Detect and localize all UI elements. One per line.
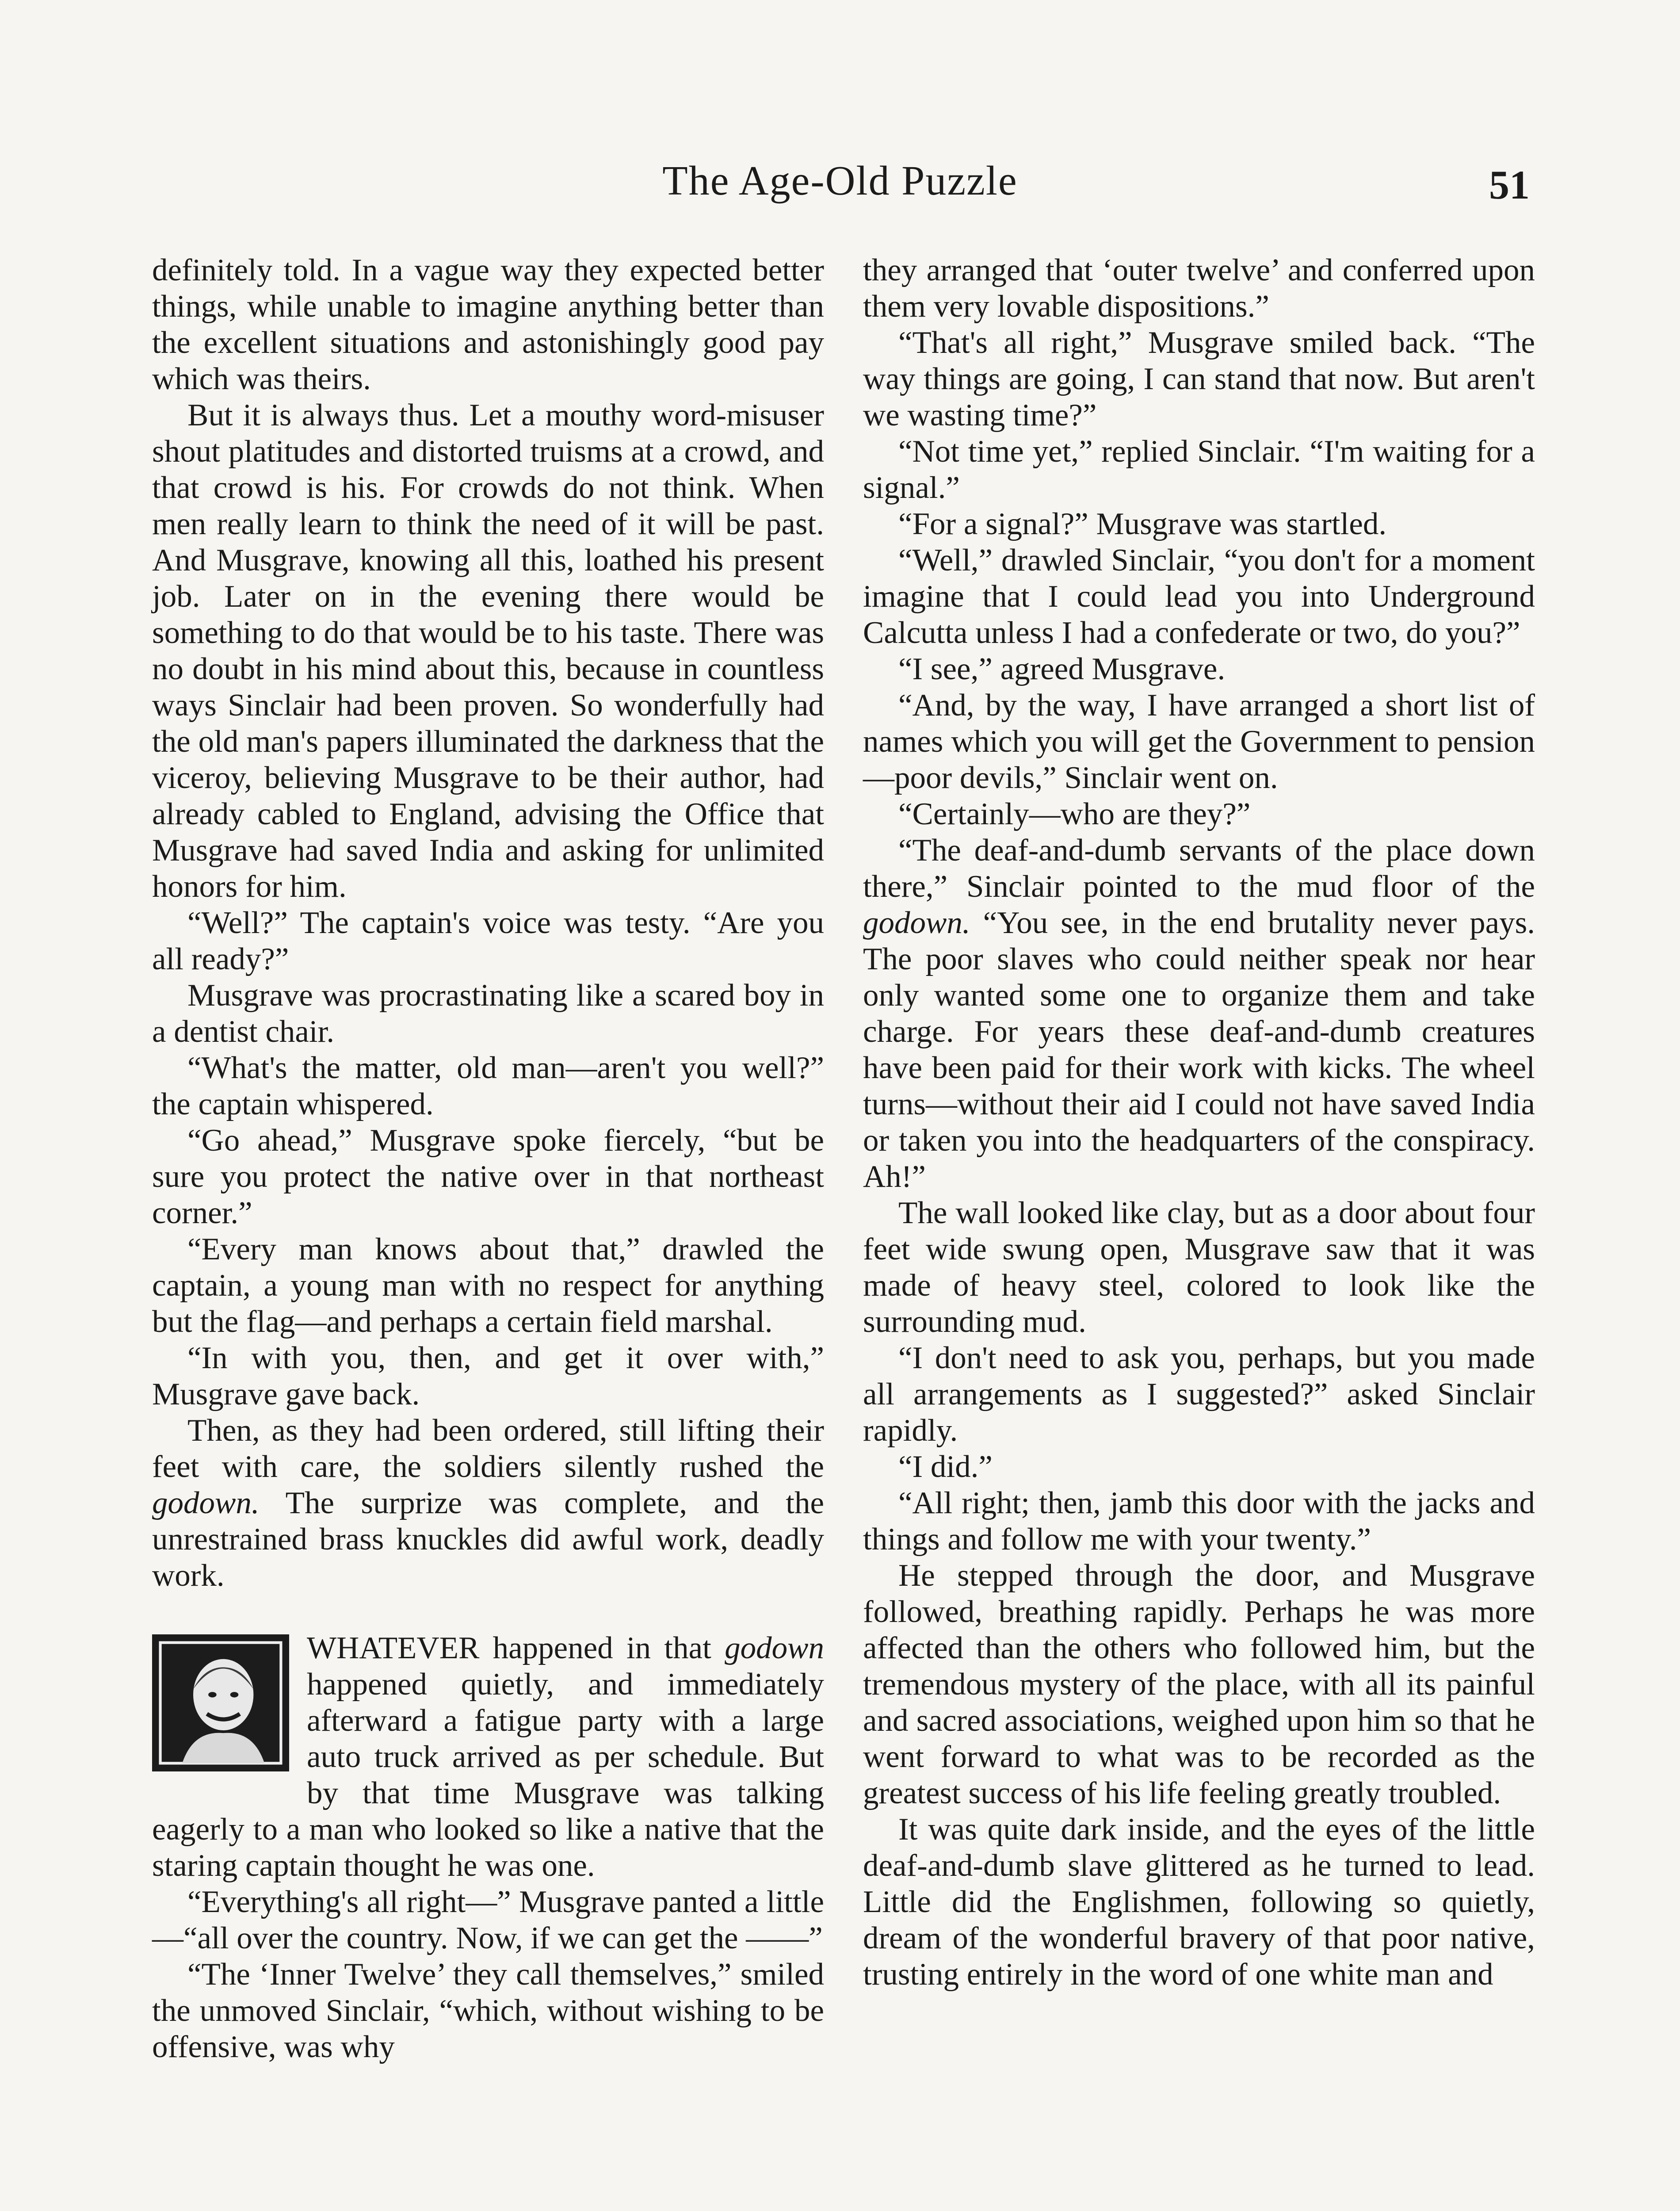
- paragraph: “Well?” The captain's voice was testy. “Are you all ready?”: [152, 906, 824, 976]
- paragraph: “I did.”: [898, 1450, 993, 1484]
- italic-word: godown: [725, 1631, 824, 1665]
- italic-word: godown.: [152, 1486, 260, 1520]
- paragraph: “Certainly—who are they?”: [898, 797, 1251, 831]
- page-number: 51: [1489, 162, 1530, 207]
- paragraph: It was quite dark inside, and the eyes of the little deaf-and-dumb slave glittered as he turned to lead. Little did the Englishmen, following so quietly, dream of the wonderful bravery of that poor native, trusting entirely in the word of one white man and: [863, 1812, 1535, 1992]
- paragraph: “I don't need to ask you, perhaps, but you made all arrangements as I suggested?” asked Sinclair rapidly.: [863, 1341, 1535, 1448]
- decorative-portrait-icon: [152, 1634, 289, 1771]
- paragraph: definitely told. In a vague way they expected better things, while unable to imagine anything better than the excellent situations and astonishingly good pay which was theirs.: [152, 253, 824, 396]
- paragraph: “Not time yet,” replied Sinclair. “I'm waiting for a signal.”: [863, 434, 1535, 505]
- paragraph: “What's the matter, old man—aren't you well?” the captain whispered.: [152, 1051, 824, 1121]
- paragraph: But it is always thus. Let a mouthy word-misuser shout platitudes and distorted truisms at a crowd, and that crowd is his. For crowds do not think. When men really learn to think the need of it will be past. And Musgrave, knowing all this, loathed his present job. Later on in the evening there would be something to do that would be to his taste. There was no doubt in his mind about this, because in countless ways Sinclair had been proven. So wonderfully had the old man's papers illuminated the darkness that the viceroy, believing Musgrave to be their author, had already cabled to England, advising the Office that Musgrave had saved India and asking for unlimited honors for him.: [152, 398, 824, 904]
- paragraph: Musgrave was procrastinating like a scared boy in a dentist chair.: [152, 978, 824, 1049]
- paragraph: “All right; then, jamb this door with the jacks and things and follow me with your twenty.”: [863, 1486, 1535, 1557]
- paragraph: “For a signal?” Musgrave was startled.: [898, 507, 1387, 541]
- paragraph-text: happened quietly, and immediately afterward a fatigue party with a large auto truck arrived as per schedule. But by that time Musgrave was talking eagerly to a man who looked so like a native that the staring captain thought he was one.: [152, 1667, 824, 1883]
- paragraph: “Every man knows about that,” drawled the captain, a young man with no respect for anything but the flag—and perhaps a certain field marshal.: [152, 1232, 824, 1339]
- paragraph: He stepped through the door, and Musgrave followed, breathing rapidly. Perhaps he was more affected than the others who followed him, but the tremendous mystery of the place, with all its painful and sacred associations, weighed upon him so that he went forward to what was to be recorded as the greatest success of his life feeling greatly troubled.: [863, 1558, 1535, 1810]
- paragraph: The wall looked like clay, but as a door about four feet wide swung open, Musgrave saw that it was made of heavy steel, colored to look like the surrounding mud.: [863, 1196, 1535, 1339]
- section-opening-paragraph: [152, 1630, 824, 1884]
- paragraph: [152, 1412, 824, 1594]
- paragraph: “That's all right,” Musgrave smiled back. “The way things are going, I can stand that now. But aren't we wasting time?”: [863, 325, 1535, 432]
- paragraph: they arranged that ‘outer twelve’ and conferred upon them very lovable dispositions.”: [863, 253, 1535, 324]
- paragraph-text: “You see, in the end brutality never pays. The poor slaves who could neither speak nor hear only wanted some one to organize them and take charge. For years these deaf-and-dumb creatures have been paid for their work with kicks. The wheel turns—without their aid I could not have saved India or taken you into the headquarters of the conspiracy. Ah!”: [863, 906, 1535, 1194]
- paragraph-text: Then, as they had been ordered, still lifting their feet with care, the soldiers silently rushed the: [152, 1413, 824, 1484]
- paragraph: “Everything's all right—” Musgrave panted a little—“all over the country. Now, if we can get the ——”: [152, 1885, 824, 1955]
- running-head: [0, 157, 1680, 223]
- left-column: [152, 252, 824, 2065]
- right-column: [863, 252, 1535, 1993]
- paragraph: “Go ahead,” Musgrave spoke fiercely, “but be sure you protect the native over in that northeast corner.”: [152, 1123, 824, 1230]
- paragraph-text: The surprize was complete, and the unrestrained brass knuckles did awful work, deadly work.: [152, 1486, 824, 1593]
- paragraph: “I see,” agreed Musgrave.: [898, 652, 1226, 686]
- paragraph: “The ‘Inner Twelve’ they call themselves,” smiled the unmoved Sinclair, “which, without wishing to be offensive, was why: [152, 1957, 824, 2064]
- italic-word: godown.: [863, 906, 970, 940]
- paragraph: “Well,” drawled Sinclair, “you don't for a moment imagine that I could lead you into Underground Calcutta unless I had a confederate or two, do you?”: [863, 543, 1535, 650]
- paragraph: “In with you, then, and get it over with,” Musgrave gave back.: [152, 1341, 824, 1412]
- paragraph: [863, 832, 1535, 1195]
- paragraph-text: “The deaf-and-dumb servants of the place down there,” Sinclair pointed to the mud floor of the: [863, 833, 1535, 904]
- paragraph: “And, by the way, I have arranged a short list of names which you will get the Government to pension—poor devils,” Sinclair went on.: [863, 688, 1535, 795]
- page-title: The Age-Old Puzzle: [662, 158, 1018, 204]
- paragraph-text: WHATEVER happened in that: [307, 1631, 711, 1665]
